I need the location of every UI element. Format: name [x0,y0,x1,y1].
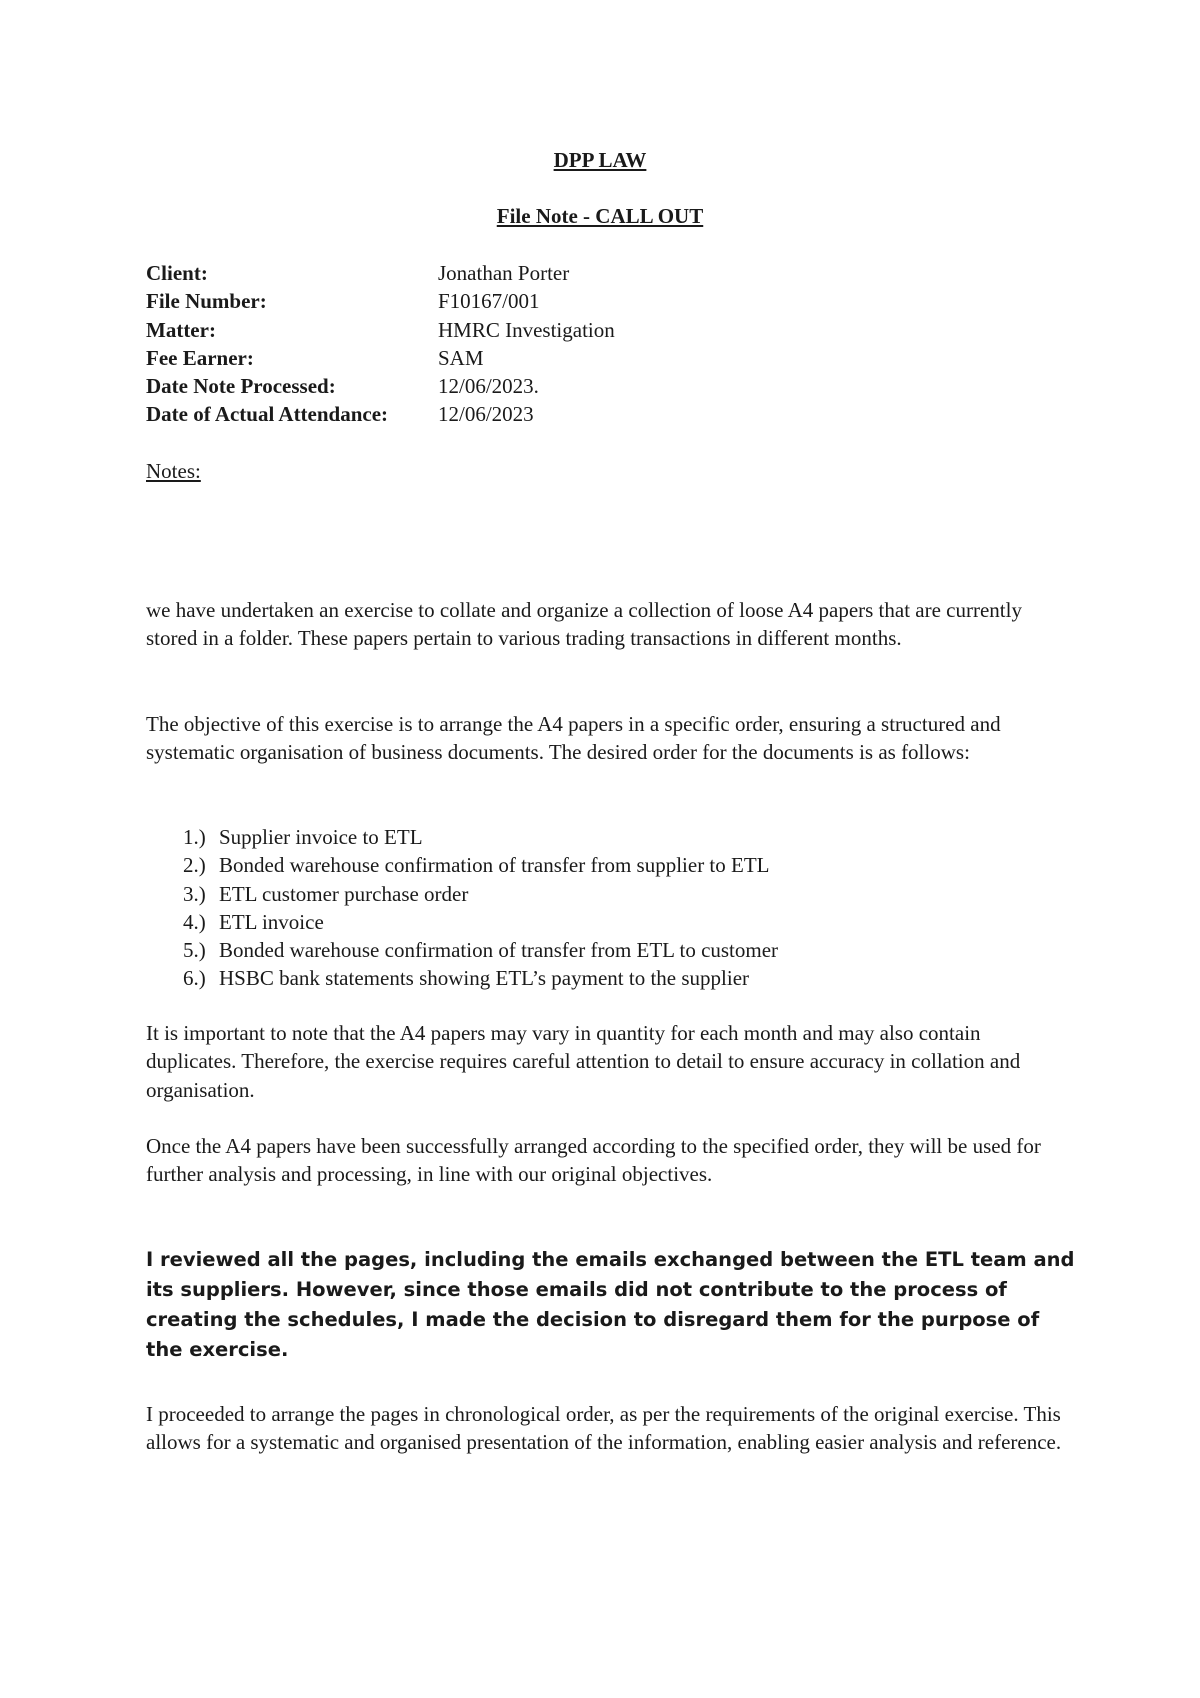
body-paragraph: I proceeded to arrange the pages in chronological order, as per the requirements of the original exercise. This allows for a systematic and organised presentation of the information, enabling easier analysis and reference. [146,1402,1062,1455]
detail-row-date-attendance [146,400,846,428]
detail-label: Matter: [146,317,216,342]
detail-value: 12/06/2023. [438,374,539,399]
body-paragraph: we have undertaken an exercise to collate and organize a collection of loose A4 papers that are currently stored in a folder. These papers pertain to various trading transactions in different months. [146,598,1022,651]
detail-label: Date Note Processed: [146,374,336,399]
list-item-text: ETL customer purchase order [219,881,469,906]
body-paragraph: It is important to note that the A4 papers may vary in quantity for each month and may also contain duplicates. Therefore, the exercise requires careful attention to detail to ensure accuracy in collation and organisation. [146,1021,1021,1102]
firm-name-heading: DPP LAW [553,148,647,172]
file-note-title: File Note - CALL OUT [496,204,704,228]
list-item-text: Supplier invoice to ETL [219,825,423,849]
body-paragraph: Once the A4 papers have been successfully arranged according to the specified order, they will be used for further analysis and processing, in line with our original objectives. [146,1134,1041,1187]
list-item [183,880,778,908]
detail-value: HMRC Investigation [438,317,615,342]
list-item-text: HSBC bank statements showing ETL’s payment to the supplier [219,966,750,991]
detail-row-client [146,259,846,287]
detail-row-matter [146,316,846,344]
list-item [183,908,778,936]
list-item-number: 2.) [183,853,206,878]
list-item-number: 4.) [183,909,206,934]
document-order-list [183,823,778,993]
list-item-number: 1.) [183,825,206,849]
detail-value: F10167/001 [438,289,540,314]
notes-heading: Notes: [146,459,201,483]
detail-label: Client: [146,261,208,285]
list-item-text: Bonded warehouse confirmation of transfer from ETL to customer [219,938,779,963]
list-item [183,823,778,851]
list-item-number: 5.) [183,938,206,963]
detail-row-date-processed [146,372,846,400]
list-item [183,851,778,879]
bold-review-paragraph: I reviewed all the pages, including the emails exchanged between the ETL team and its suppliers. However, since those emails did not contribute to the process of creating the schedules, I made the decision to disregard them for the purpose of the exercise. [146,1248,1075,1361]
detail-label: Fee Earner: [146,345,254,370]
detail-label: Date of Actual Attendance: [146,402,389,427]
detail-value: 12/06/2023 [438,402,534,427]
detail-label: File Number: [146,289,267,314]
list-item-text: Bonded warehouse confirmation of transfer from supplier to ETL [219,853,770,878]
list-item-text: ETL invoice [219,909,324,934]
body-paragraph: The objective of this exercise is to arrange the A4 papers in a specific order, ensuring a structured and systematic organisation of business documents. The desired order for the documents is as follows: [146,712,1001,765]
detail-row-fee-earner [146,344,846,372]
detail-row-file-number [146,287,846,315]
list-item-number: 6.) [183,966,206,991]
list-item-number: 3.) [183,881,206,906]
detail-value: SAM [438,345,484,370]
file-details [146,259,846,429]
detail-value: Jonathan Porter [438,261,570,285]
list-item [183,964,778,992]
list-item [183,936,778,964]
